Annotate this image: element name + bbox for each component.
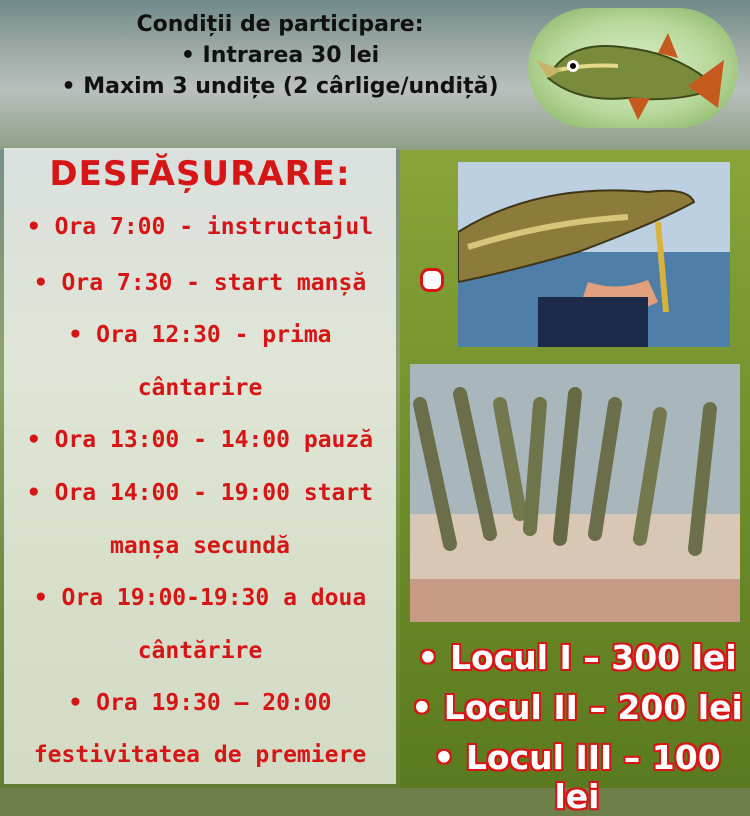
schedule-line: cântarire bbox=[137, 375, 263, 401]
prize-line: • Locul III – 100 lei bbox=[433, 738, 721, 816]
pike-illustration bbox=[528, 8, 738, 128]
schedule-panel bbox=[4, 148, 396, 784]
pike-fish-icon bbox=[528, 8, 738, 128]
conditions-item: • Intrarea 30 lei bbox=[180, 43, 380, 68]
schedule-line: • Ora 14:00 - 19:00 start bbox=[26, 480, 374, 506]
schedule-title: DESFĂȘURARE: bbox=[49, 154, 351, 194]
participation-conditions bbox=[0, 12, 560, 105]
schedule-line: • Ora 12:30 - prima bbox=[68, 322, 332, 348]
schedule-line: • Ora 7:00 - instructajul bbox=[26, 214, 374, 240]
schedule-line: festivitatea de premiere bbox=[33, 742, 367, 768]
schedule-line: • Ora 19:00-19:30 a doua bbox=[33, 585, 367, 611]
schedule-line: • Ora 19:30 – 20:00 bbox=[68, 690, 332, 716]
pike-photo bbox=[458, 162, 730, 347]
prize-line: • Locul I – 300 lei bbox=[417, 638, 737, 677]
schedule-line: • Ora 7:30 - start manșă bbox=[33, 270, 367, 296]
schedule-line: • Ora 13:00 - 14:00 pauză bbox=[26, 427, 374, 453]
prize-bullet-partial bbox=[420, 268, 444, 292]
conditions-title: Condiții de participare: bbox=[136, 12, 424, 37]
catch-photo bbox=[410, 364, 740, 622]
pike-held-icon bbox=[458, 162, 730, 347]
prize-line: • Locul II – 200 lei bbox=[411, 688, 743, 727]
fish-catch-icon bbox=[410, 364, 740, 622]
conditions-item: • Maxim 3 undițe (2 cârlige/undiță) bbox=[61, 74, 499, 99]
schedule-line: manșa secundă bbox=[109, 533, 290, 559]
schedule-line: cântărire bbox=[137, 638, 263, 664]
